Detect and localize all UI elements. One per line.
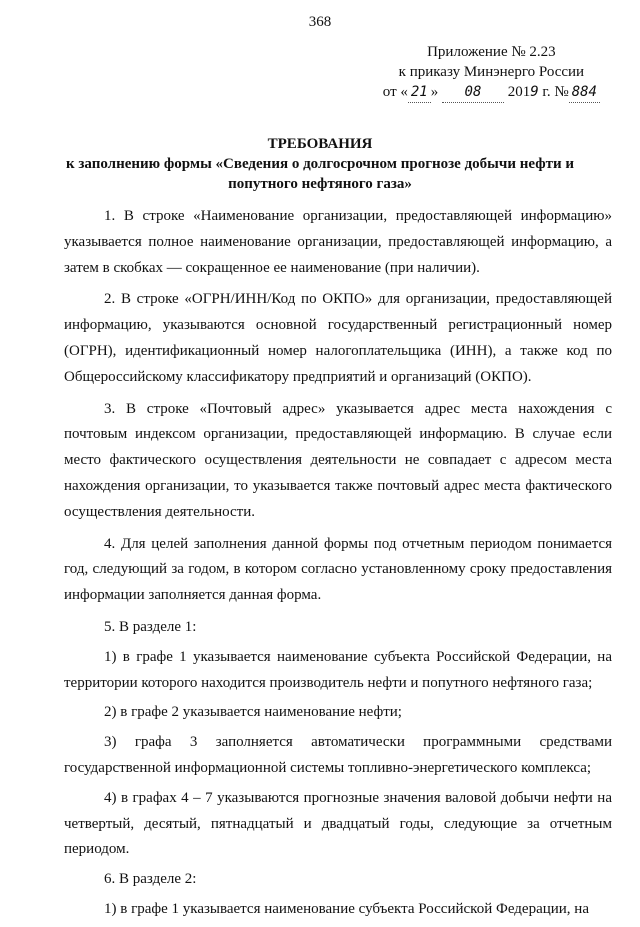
paragraph-6-item-1: 1) в графе 1 указывается наименование субъекта Российской Федерации, на bbox=[104, 900, 589, 917]
appendix-date-line bbox=[383, 82, 600, 103]
appendix-order-ref: к приказу Минэнерго России bbox=[398, 64, 585, 80]
paragraph-1: 1. В строке «Наименование организации, предоставляющей информацию» указывается полное наименование организации, предоставляющей информацию, а затем в скобках — сокращенное ее наименование (при наличии). bbox=[64, 208, 612, 276]
document-body bbox=[64, 204, 612, 927]
document-title bbox=[0, 134, 640, 194]
handwritten-month: 08 bbox=[442, 82, 504, 103]
paragraph-5-item-2: 2) в графе 2 указывается наименование нефти; bbox=[104, 704, 402, 721]
date-quote-close: » bbox=[430, 84, 439, 100]
year-suffix: г. № bbox=[538, 84, 569, 100]
paragraph-3: 3. В строке «Почтовый адрес» указывается адрес места нахождения с почтовым индексом организации, предоставляющей информацию. В случае если место фактического осуществления деятельности не совпадает с адресом места нахождения организации, то указывается также почтовый адрес места фактического осуществления деятельности. bbox=[64, 400, 612, 520]
page-number: 368 bbox=[308, 14, 332, 30]
paragraph-6: 6. В разделе 2: bbox=[104, 871, 197, 888]
title-line-2: к заполнению формы «Сведения о долгосрочном прогнозе добычи нефти и bbox=[65, 156, 575, 172]
handwritten-order-number: 884 bbox=[569, 82, 600, 103]
title-heading: ТРЕБОВАНИЯ bbox=[267, 136, 373, 152]
handwritten-day: 21 bbox=[408, 82, 431, 103]
paragraph-4: 4. Для целей заполнения данной формы под отчетным периодом понимается год, следующий за годом, в котором согласно установленному сроку предоставления информации заполняется данная форма. bbox=[64, 535, 612, 604]
appendix-title: Приложение № 2.23 bbox=[427, 44, 556, 60]
title-line-3: попутного нефтяного газа» bbox=[228, 176, 412, 192]
appendix-block bbox=[383, 42, 600, 103]
handwritten-year-digit: 9 bbox=[530, 84, 539, 100]
paragraph-2: 2. В строке «ОГРН/ИНН/Код по ОКПО» для организации, предоставляющей информацию, указываются основной государственный регистрационный номер (ОГРН), идентификационный номер налогоплательщика (ИНН), а также код по Общероссийскому классификатору предприятий и организаций (ОКПО). bbox=[64, 291, 612, 385]
paragraph-5-item-4: 4) в графах 4 – 7 указываются прогнозные значения валовой добычи нефти на четвертый, десятый, пятнадцатый и двадцатый годы, следующие за отчетным периодом. bbox=[64, 789, 612, 858]
paragraph-5-item-1: 1) в графе 1 указывается наименование субъекта Российской Федерации, на территории которого находится производитель нефти и попутного нефтяного газа; bbox=[64, 648, 612, 691]
year-prefix: 201 bbox=[507, 84, 531, 100]
paragraph-5: 5. В разделе 1: bbox=[104, 618, 197, 635]
paragraph-5-item-3: 3) графа 3 заполняется автоматически программными средствами государственной информационной системы топливно-энергетического комплекса; bbox=[64, 734, 612, 776]
date-prefix: от « bbox=[382, 84, 408, 100]
